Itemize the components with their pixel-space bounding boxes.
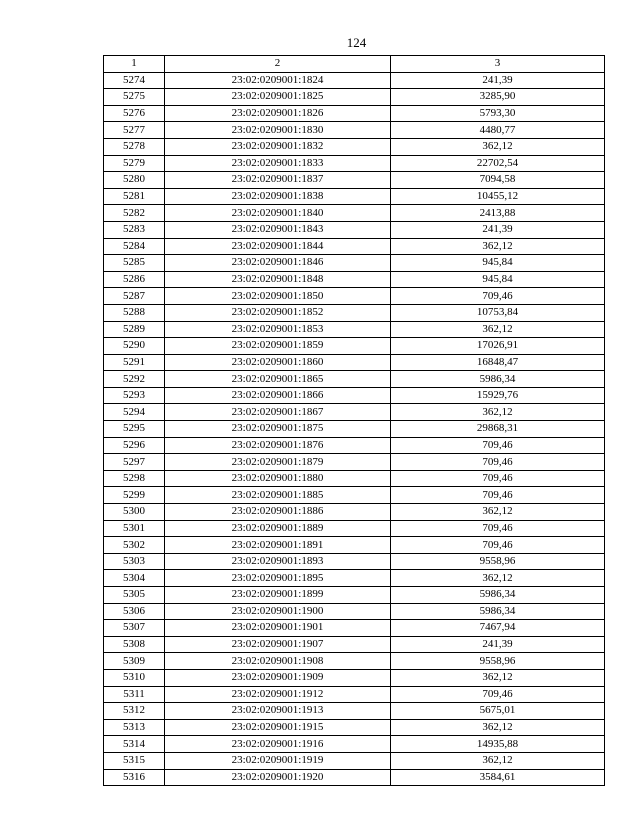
table-row <box>104 686 605 703</box>
cadastral-number-cell: 23:02:0209001:1889 <box>165 520 391 537</box>
row-number-cell: 5311 <box>104 686 165 703</box>
row-number-cell: 5310 <box>104 669 165 686</box>
cadastral-number-cell: 23:02:0209001:1850 <box>165 288 391 305</box>
value-cell: 10753,84 <box>391 304 605 321</box>
cadastral-number-cell: 23:02:0209001:1859 <box>165 338 391 355</box>
row-number-cell: 5294 <box>104 404 165 421</box>
row-number-cell: 5284 <box>104 238 165 255</box>
row-number-cell: 5307 <box>104 620 165 637</box>
value-cell: 4480,77 <box>391 122 605 139</box>
value-cell: 709,46 <box>391 437 605 454</box>
value-cell: 7094,58 <box>391 172 605 189</box>
value-cell: 709,46 <box>391 454 605 471</box>
row-number-cell: 5274 <box>104 72 165 89</box>
cadastral-number-cell: 23:02:0209001:1832 <box>165 138 391 155</box>
table-row <box>104 205 605 222</box>
table-row <box>104 105 605 122</box>
row-number-cell: 5289 <box>104 321 165 338</box>
table-row <box>104 470 605 487</box>
table-row <box>104 271 605 288</box>
column-header-1: 1 <box>104 56 165 73</box>
table-row <box>104 255 605 272</box>
row-number-cell: 5283 <box>104 221 165 238</box>
cadastral-number-cell: 23:02:0209001:1875 <box>165 421 391 438</box>
table-row <box>104 553 605 570</box>
value-cell: 14935,88 <box>391 736 605 753</box>
value-cell: 709,46 <box>391 288 605 305</box>
row-number-cell: 5292 <box>104 371 165 388</box>
table-row <box>104 122 605 139</box>
table-row <box>104 172 605 189</box>
row-number-cell: 5282 <box>104 205 165 222</box>
value-cell: 9558,96 <box>391 553 605 570</box>
value-cell: 22702,54 <box>391 155 605 172</box>
table-row <box>104 769 605 786</box>
value-cell: 709,46 <box>391 537 605 554</box>
value-cell: 362,12 <box>391 321 605 338</box>
cadastral-number-cell: 23:02:0209001:1920 <box>165 769 391 786</box>
value-cell: 945,84 <box>391 255 605 272</box>
cadastral-number-cell: 23:02:0209001:1838 <box>165 188 391 205</box>
cadastral-number-cell: 23:02:0209001:1848 <box>165 271 391 288</box>
row-number-cell: 5298 <box>104 470 165 487</box>
page-number: 124 <box>346 35 367 50</box>
cadastral-number-cell: 23:02:0209001:1893 <box>165 553 391 570</box>
cadastral-number-cell: 23:02:0209001:1919 <box>165 752 391 769</box>
value-cell: 241,39 <box>391 72 605 89</box>
table-row <box>104 321 605 338</box>
cadastral-number-cell: 23:02:0209001:1865 <box>165 371 391 388</box>
row-number-cell: 5279 <box>104 155 165 172</box>
value-cell: 709,46 <box>391 686 605 703</box>
cadastral-number-cell: 23:02:0209001:1876 <box>165 437 391 454</box>
cadastral-number-cell: 23:02:0209001:1907 <box>165 636 391 653</box>
table-header-row <box>104 56 605 73</box>
cadastral-number-cell: 23:02:0209001:1866 <box>165 387 391 404</box>
value-cell: 362,12 <box>391 570 605 587</box>
value-cell: 362,12 <box>391 404 605 421</box>
row-number-cell: 5281 <box>104 188 165 205</box>
value-cell: 362,12 <box>391 669 605 686</box>
row-number-cell: 5287 <box>104 288 165 305</box>
value-cell: 945,84 <box>391 271 605 288</box>
cadastral-number-cell: 23:02:0209001:1826 <box>165 105 391 122</box>
value-cell: 9558,96 <box>391 653 605 670</box>
table-row <box>104 155 605 172</box>
cadastral-number-cell: 23:02:0209001:1846 <box>165 255 391 272</box>
cadastral-number-cell: 23:02:0209001:1860 <box>165 354 391 371</box>
row-number-cell: 5301 <box>104 520 165 537</box>
row-number-cell: 5300 <box>104 504 165 521</box>
table-row <box>104 669 605 686</box>
cadastral-number-cell: 23:02:0209001:1909 <box>165 669 391 686</box>
cadastral-number-cell: 23:02:0209001:1915 <box>165 719 391 736</box>
value-cell: 362,12 <box>391 238 605 255</box>
cadastral-number-cell: 23:02:0209001:1853 <box>165 321 391 338</box>
row-number-cell: 5295 <box>104 421 165 438</box>
row-number-cell: 5303 <box>104 553 165 570</box>
value-cell: 362,12 <box>391 504 605 521</box>
cadastral-number-cell: 23:02:0209001:1899 <box>165 587 391 604</box>
cadastral-number-cell: 23:02:0209001:1852 <box>165 304 391 321</box>
table-row <box>104 570 605 587</box>
table-row <box>104 72 605 89</box>
row-number-cell: 5276 <box>104 105 165 122</box>
column-header-2: 2 <box>165 56 391 73</box>
value-cell: 709,46 <box>391 470 605 487</box>
cadastral-number-cell: 23:02:0209001:1840 <box>165 205 391 222</box>
value-cell: 5986,34 <box>391 603 605 620</box>
row-number-cell: 5313 <box>104 719 165 736</box>
table-row <box>104 537 605 554</box>
value-cell: 362,12 <box>391 719 605 736</box>
cadastral-number-cell: 23:02:0209001:1912 <box>165 686 391 703</box>
table-row <box>104 354 605 371</box>
table-row <box>104 703 605 720</box>
cadastral-number-cell: 23:02:0209001:1879 <box>165 454 391 471</box>
value-cell: 5793,30 <box>391 105 605 122</box>
table-row <box>104 304 605 321</box>
cadastral-number-cell: 23:02:0209001:1837 <box>165 172 391 189</box>
cadastral-number-cell: 23:02:0209001:1830 <box>165 122 391 139</box>
cadastral-number-cell: 23:02:0209001:1895 <box>165 570 391 587</box>
row-number-cell: 5285 <box>104 255 165 272</box>
table-row <box>104 437 605 454</box>
cadastral-number-cell: 23:02:0209001:1885 <box>165 487 391 504</box>
table-row <box>104 89 605 106</box>
row-number-cell: 5308 <box>104 636 165 653</box>
cadastral-number-cell: 23:02:0209001:1916 <box>165 736 391 753</box>
cadastral-number-cell: 23:02:0209001:1900 <box>165 603 391 620</box>
value-cell: 709,46 <box>391 520 605 537</box>
value-cell: 7467,94 <box>391 620 605 637</box>
value-cell: 15929,76 <box>391 387 605 404</box>
value-cell: 10455,12 <box>391 188 605 205</box>
table-row <box>104 387 605 404</box>
table-row <box>104 404 605 421</box>
table-row <box>104 520 605 537</box>
cadastral-number-cell: 23:02:0209001:1825 <box>165 89 391 106</box>
row-number-cell: 5280 <box>104 172 165 189</box>
value-cell: 241,39 <box>391 636 605 653</box>
row-number-cell: 5278 <box>104 138 165 155</box>
table-row <box>104 421 605 438</box>
row-number-cell: 5296 <box>104 437 165 454</box>
row-number-cell: 5293 <box>104 387 165 404</box>
value-cell: 362,12 <box>391 138 605 155</box>
row-number-cell: 5277 <box>104 122 165 139</box>
table-row <box>104 504 605 521</box>
table-row <box>104 719 605 736</box>
value-cell: 362,12 <box>391 752 605 769</box>
table-body <box>104 72 605 786</box>
table-header <box>104 56 605 73</box>
cadastral-number-cell: 23:02:0209001:1891 <box>165 537 391 554</box>
cadastral-number-cell: 23:02:0209001:1886 <box>165 504 391 521</box>
value-cell: 5675,01 <box>391 703 605 720</box>
table-row <box>104 454 605 471</box>
table-row <box>104 587 605 604</box>
value-cell: 5986,34 <box>391 587 605 604</box>
row-number-cell: 5312 <box>104 703 165 720</box>
table-row <box>104 238 605 255</box>
row-number-cell: 5314 <box>104 736 165 753</box>
row-number-cell: 5316 <box>104 769 165 786</box>
table-row <box>104 653 605 670</box>
table-row <box>104 371 605 388</box>
table-row <box>104 636 605 653</box>
table-row <box>104 138 605 155</box>
cadastral-number-cell: 23:02:0209001:1824 <box>165 72 391 89</box>
cadastral-number-cell: 23:02:0209001:1908 <box>165 653 391 670</box>
table-row <box>104 221 605 238</box>
table-row <box>104 487 605 504</box>
row-number-cell: 5306 <box>104 603 165 620</box>
table-row <box>104 188 605 205</box>
row-number-cell: 5304 <box>104 570 165 587</box>
table-row <box>104 338 605 355</box>
row-number-cell: 5309 <box>104 653 165 670</box>
row-number-cell: 5291 <box>104 354 165 371</box>
column-header-3: 3 <box>391 56 605 73</box>
row-number-cell: 5305 <box>104 587 165 604</box>
row-number-cell: 5315 <box>104 752 165 769</box>
value-cell: 16848,47 <box>391 354 605 371</box>
row-number-cell: 5288 <box>104 304 165 321</box>
table-row <box>104 603 605 620</box>
value-cell: 3584,61 <box>391 769 605 786</box>
table-row <box>104 736 605 753</box>
value-cell: 17026,91 <box>391 338 605 355</box>
value-cell: 29868,31 <box>391 421 605 438</box>
value-cell: 2413,88 <box>391 205 605 222</box>
cadastral-number-cell: 23:02:0209001:1913 <box>165 703 391 720</box>
row-number-cell: 5297 <box>104 454 165 471</box>
table-row <box>104 620 605 637</box>
row-number-cell: 5275 <box>104 89 165 106</box>
table-row <box>104 752 605 769</box>
row-number-cell: 5290 <box>104 338 165 355</box>
cadastral-number-cell: 23:02:0209001:1833 <box>165 155 391 172</box>
data-table <box>103 55 605 786</box>
row-number-cell: 5286 <box>104 271 165 288</box>
value-cell: 5986,34 <box>391 371 605 388</box>
row-number-cell: 5302 <box>104 537 165 554</box>
table-row <box>104 288 605 305</box>
row-number-cell: 5299 <box>104 487 165 504</box>
value-cell: 241,39 <box>391 221 605 238</box>
cadastral-number-cell: 23:02:0209001:1843 <box>165 221 391 238</box>
cadastral-number-cell: 23:02:0209001:1867 <box>165 404 391 421</box>
cadastral-number-cell: 23:02:0209001:1901 <box>165 620 391 637</box>
value-cell: 3285,90 <box>391 89 605 106</box>
cadastral-number-cell: 23:02:0209001:1880 <box>165 470 391 487</box>
cadastral-number-cell: 23:02:0209001:1844 <box>165 238 391 255</box>
value-cell: 709,46 <box>391 487 605 504</box>
